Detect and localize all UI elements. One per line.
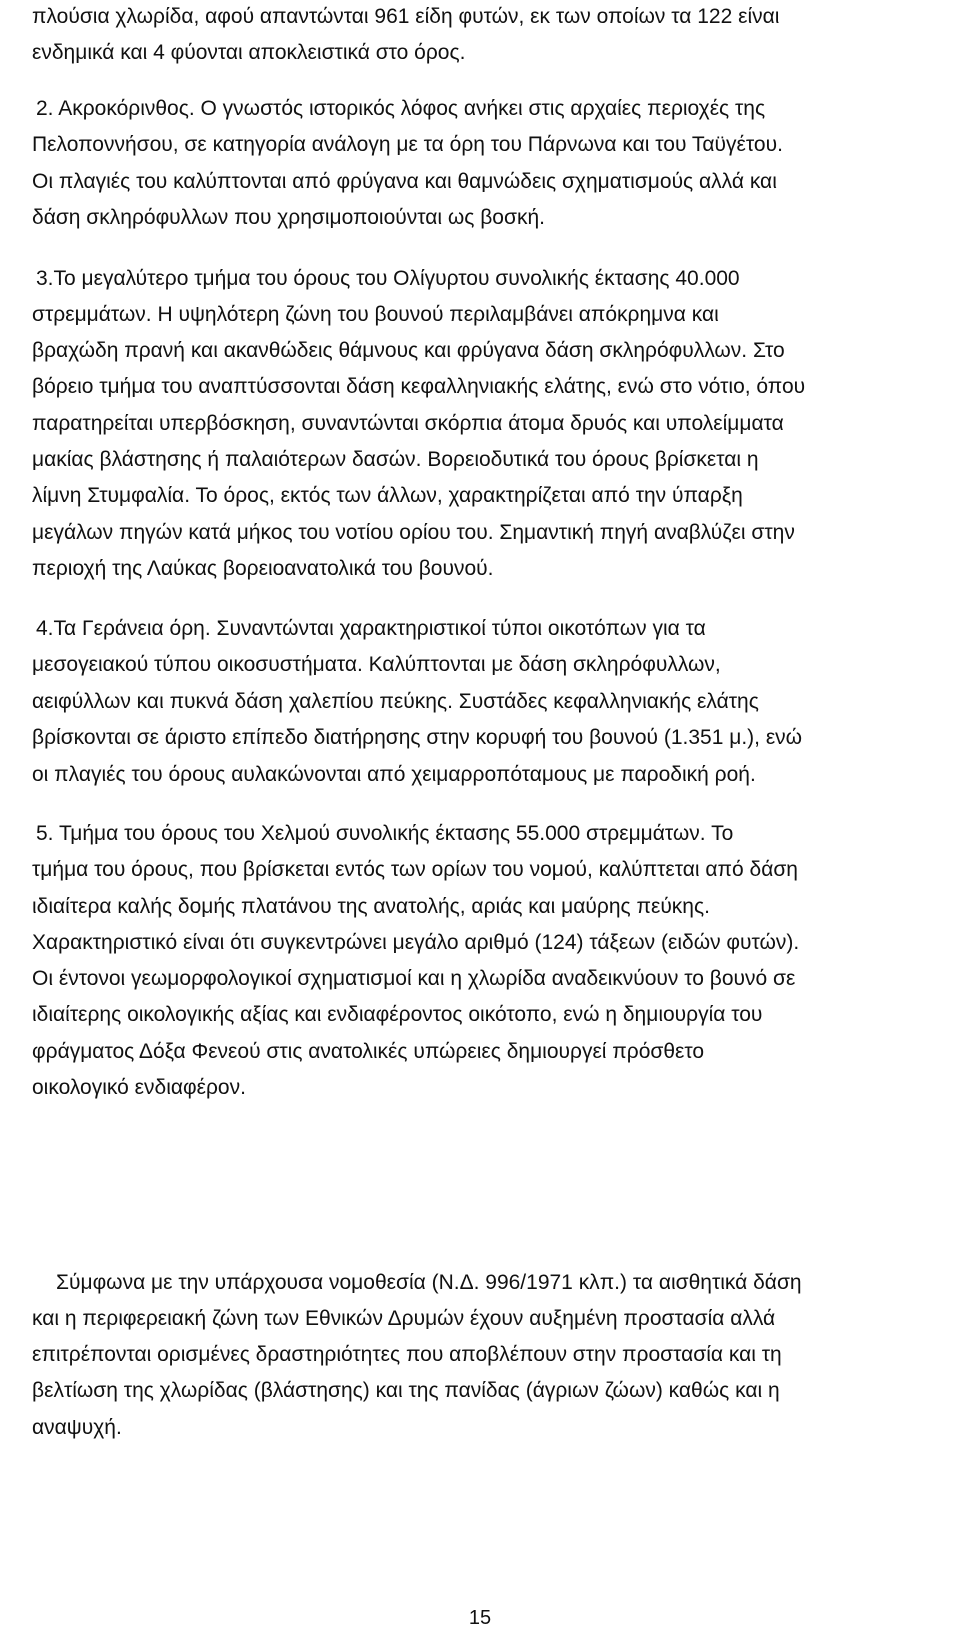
- paragraph-line: 3.Το μεγαλύτερο τμήμα του όρους του Ολίγυρτου συνολικής έκτασης 40.000: [36, 267, 740, 290]
- paragraph-line: βόρειο τμήμα του αναπτύσσονται δάση κεφαλληνιακής ελάτης, ενώ στο νότιο, όπου: [32, 375, 806, 398]
- paragraph-line: Οι πλαγιές του καλύπτονται από φρύγανα και θαμνώδεις σχηματισμούς αλλά και: [32, 170, 777, 193]
- paragraph-line: τμήμα του όρους, που βρίσκεται εντός των ορίων του νομού, καλύπτεται από δάση: [32, 858, 798, 881]
- paragraph-line: Χαρακτηριστικό είναι ότι συγκεντρώνει μεγάλο αριθμό (124) τάξεων (ειδών φυτών).: [32, 931, 800, 954]
- paragraph-line: φράγματος Δόξα Φενεού στις ανατολικές υπώρειες δημιουργεί πρόσθετο: [32, 1040, 705, 1063]
- paragraph-line: περιοχή της Λαύκας βορειοανατολικά του βουνού.: [32, 557, 494, 580]
- paragraph-line: παρατηρείται υπερβόσκηση, συναντώνται σκόρπια άτομα δρυός και υπολείμματα: [32, 412, 784, 435]
- paragraph-line: ιδιαίτερης οικολογικής αξίας και ενδιαφέροντος οικότοπο, ενώ η δημιουργία του: [32, 1003, 763, 1026]
- paragraph-line: δάση σκληρόφυλλων που χρησιμοποιούνται ως βοσκή.: [32, 206, 545, 229]
- paragraph-line: μεγάλων πηγών κατά μήκος του νοτίου ορίου του. Σημαντική πηγή αναβλύζει στην: [32, 521, 795, 544]
- paragraph-line: και η περιφερειακή ζώνη των Εθνικών Δρυμών έχουν αυξημένη προστασία αλλά: [32, 1307, 776, 1330]
- paragraph-line: βρίσκονται σε άριστο επίπεδο διατήρησης στην κορυφή του βουνού (1.351 μ.), ενώ: [32, 726, 803, 749]
- paragraph-line: Σύμφωνα με την υπάρχουσα νομοθεσία (Ν.Δ. 996/1971 κλπ.) τα αισθητικά δάση: [56, 1271, 802, 1294]
- paragraph-line: Πελοποννήσου, σε κατηγορία ανάλογη με τα όρη του Πάρνωνα και του Ταϋγέτου.: [32, 133, 783, 156]
- paragraph-line: 2. Ακροκόρινθος. Ο γνωστός ιστορικός λόφος ανήκει στις αρχαίες περιοχές της: [36, 97, 766, 120]
- paragraph-line: 4.Τα Γεράνεια όρη. Συναντώνται χαρακτηριστικοί τύποι οικοτόπων για τα: [36, 617, 706, 640]
- paragraph-line: οικολογικό ενδιαφέρον.: [32, 1076, 246, 1099]
- paragraph-line: βραχώδη πρανή και ακανθώδεις θάμνους και φρύγανα δάση σκληρόφυλλων. Στο: [32, 339, 785, 362]
- paragraph-line: ενδημικά και 4 φύονται αποκλειστικά στο όρος.: [32, 41, 466, 64]
- paragraph-line: πλούσια χλωρίδα, αφού απαντώνται 961 είδη φυτών, εκ των οποίων τα 122 είναι: [32, 5, 780, 28]
- paragraph-line: 5. Τμήμα του όρους του Χελμού συνολικής έκτασης 55.000 στρεμμάτων. Το: [36, 822, 734, 845]
- paragraph-line: λίμνη Στυμφαλία. Το όρος, εκτός των άλλων, χαρακτηρίζεται από την ύπαρξη: [32, 484, 743, 507]
- paragraph-line: οι πλαγιές του όρους αυλακώνονται από χειμαρροπόταμους με παροδική ροή.: [32, 763, 756, 786]
- paragraph-line: ιδιαίτερα καλής δομής πλατάνου της ανατολής, αριάς και μαύρης πεύκης.: [32, 895, 710, 918]
- page-number: 15: [468, 1607, 492, 1629]
- paragraph-line: Οι έντονοι γεωμορφολογικοί σχηματισμοί και η χλωρίδα αναδεικνύουν το βουνό σε: [32, 967, 796, 990]
- paragraph-line: μεσογειακού τύπου οικοσυστήματα. Καλύπτονται με δάση σκληρόφυλλων,: [32, 653, 721, 676]
- paragraph-line: αναψυχή.: [32, 1416, 122, 1439]
- paragraph-line: στρεμμάτων. Η υψηλότερη ζώνη του βουνού περιλαμβάνει απόκρημνα και: [32, 303, 719, 326]
- paragraph-line: βελτίωση της χλωρίδας (βλάστησης) και της πανίδας (άγριων ζώων) καθώς και η: [32, 1379, 780, 1402]
- paragraph-line: αειφύλλων και πυκνά δάση χαλεπίου πεύκης. Συστάδες κεφαλληνιακής ελάτης: [32, 690, 759, 713]
- paragraph-line: επιτρέπονται ορισμένες δραστηριότητες που αποβλέπουν στην προστασία και τη: [32, 1343, 782, 1366]
- paragraph-line: μακίας βλάστησης ή παλαιότερων δασών. Βορειοδυτικά του όρους βρίσκεται η: [32, 448, 759, 471]
